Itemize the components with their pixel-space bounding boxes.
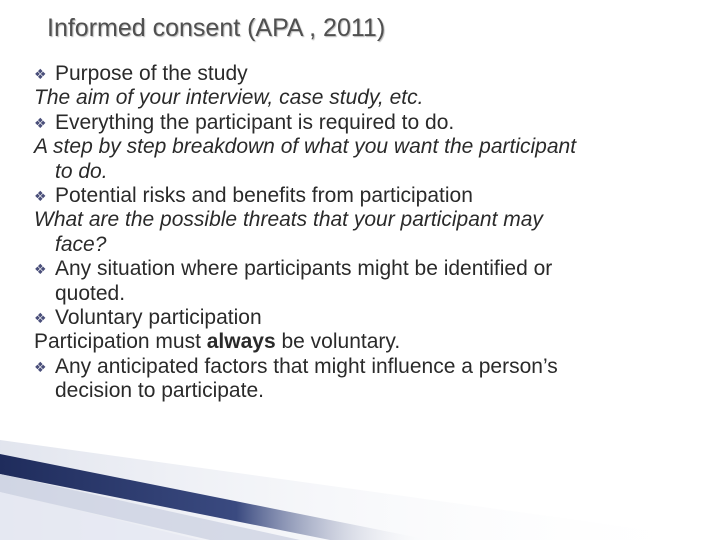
description-text: A step by step breakdown of what you want the participant	[34, 135, 577, 159]
diamond-arrow-bullet-icon: ❖	[34, 66, 47, 82]
description-text: What are the possible threats that your participant may	[34, 208, 543, 232]
bullet-item-continued: decision to participate.	[55, 379, 264, 403]
description-text-continued: to do.	[55, 159, 108, 183]
bullet-item: ❖ Any situation where participants might be identified or	[34, 257, 553, 281]
description-text-continued: face?	[55, 232, 107, 256]
bullet-item: ❖ Purpose of the study	[34, 62, 248, 85]
description-text: Participation must always be voluntary.	[34, 330, 401, 354]
bullet-item: ❖ Voluntary participation	[34, 306, 262, 330]
diamond-arrow-bullet-icon: ❖	[34, 114, 47, 131]
bullet-item: ❖ Potential risks and benefits from participation	[34, 184, 473, 208]
diamond-arrow-bullet-icon: ❖	[34, 188, 47, 205]
diamond-arrow-bullet-icon: ❖	[34, 310, 47, 327]
slide-body	[34, 62, 704, 404]
slide-title: Informed consent (APA , 2011)	[47, 14, 386, 42]
diamond-arrow-bullet-icon: ❖	[34, 358, 47, 375]
bullet-item-continued: quoted.	[55, 281, 126, 305]
bullet-item: ❖ Any anticipated factors that might influence a person’s	[34, 354, 558, 378]
corner-decoration	[0, 440, 720, 540]
description-text: The aim of your interview, case study, etc.	[34, 86, 424, 110]
diamond-arrow-bullet-icon: ❖	[34, 261, 47, 278]
emphasis-text: always	[206, 330, 276, 354]
bullet-item: ❖ Everything the participant is required to do.	[34, 110, 455, 134]
